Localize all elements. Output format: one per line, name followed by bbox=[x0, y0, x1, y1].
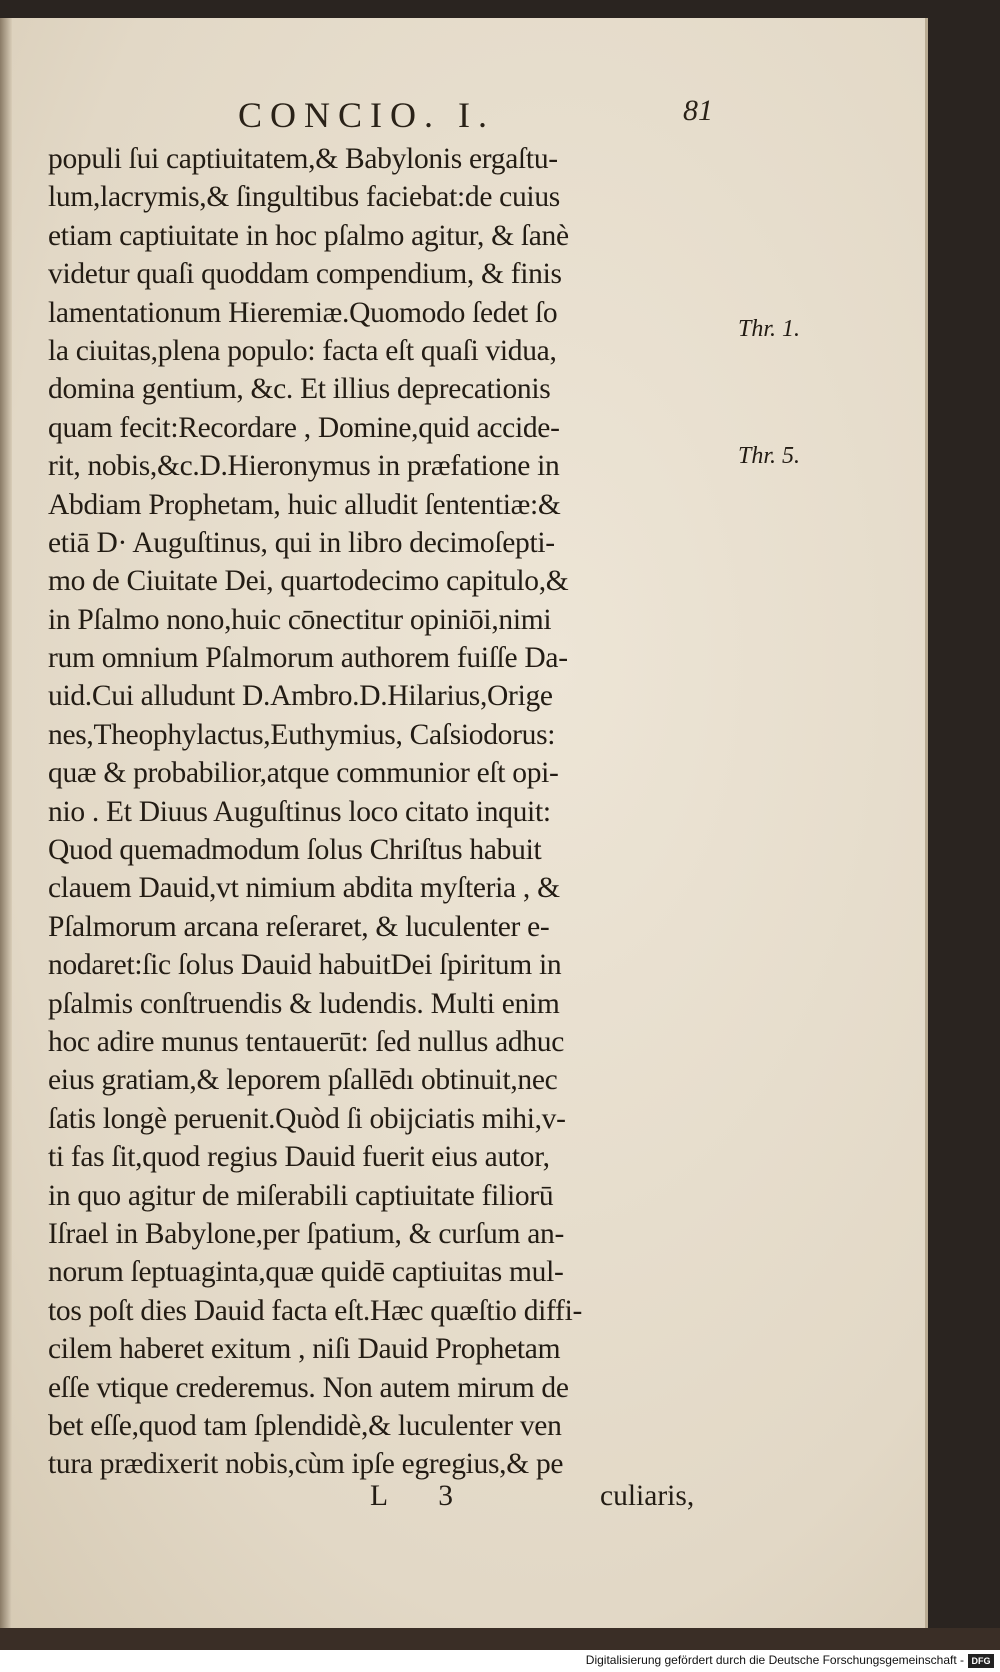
folio-number: 81 bbox=[683, 94, 713, 127]
text-line: eſſe vtique crederemus. Non autem mirum de bbox=[48, 1371, 569, 1404]
text-line: etiam captiuitate in hoc pſalmo agitur, & ſanè bbox=[48, 219, 569, 252]
text-line: pſalmis conſtruendis & ludendis. Multi enim bbox=[48, 987, 560, 1020]
text-line: Quod quemadmodum ſolus Chriſtus habuit bbox=[48, 834, 542, 867]
text-line: tura prædixerit nobis,cùm ipſe egregius,& pe bbox=[48, 1448, 564, 1481]
text-line: uid.Cui alludunt D.Ambro.D.Hilarius,Orige bbox=[48, 680, 553, 713]
funding-credit: Digitalisierung gefördert durch die Deutsche Forschungsgemeinschaft - bbox=[585, 1653, 964, 1667]
text-line: ti fas ſit,quod regius Dauid fuerit eius autor, bbox=[48, 1141, 550, 1174]
text-line: in Pſalmo nono,huic cōnectitur opiniōi,nimi bbox=[48, 603, 552, 636]
text-line: populi ſui captiuitatem,& Babylonis ergaſtu- bbox=[48, 143, 558, 175]
text-line: etiā D· Auguſtinus, qui in libro decimoſepti- bbox=[48, 526, 555, 559]
text-line: lum,lacrymis,& ſingultibus faciebat:de cuius bbox=[48, 181, 560, 214]
margin-note-thr5: Thr. 5. bbox=[738, 443, 801, 469]
dfg-logo: DFG bbox=[968, 1654, 994, 1668]
text-line: nes,Theophylactus,Euthymius, Caſsiodorus: bbox=[48, 718, 556, 751]
text-line: hoc adire munus tentauerūt: ſed nullus adhuc bbox=[48, 1025, 565, 1058]
credit-bar bbox=[0, 1650, 1000, 1672]
text-line: cilem haberet exitum , niſi Dauid Prophetam bbox=[48, 1333, 561, 1366]
text-line: rit, nobis,&c.D.Hieronymus in præfatione in bbox=[48, 450, 560, 483]
text-line: Iſrael in Babylone,per ſpatium, & curſum an- bbox=[48, 1217, 564, 1250]
text-line: quæ & probabilior,atque communior eſt opi- bbox=[48, 757, 559, 790]
text-line: tos poſt dies Dauid facta eſt.Hæc quæſtio diffi- bbox=[48, 1294, 582, 1327]
text-line: mo de Ciuitate Dei, quartodecimo capitulo,& bbox=[48, 565, 569, 598]
text-line: Pſalmorum arcana reſeraret, & luculenter e- bbox=[48, 910, 550, 943]
catchword: culiaris, bbox=[600, 1480, 695, 1512]
text-line: nodaret:ſic ſolus Dauid habuitDei ſpiritum in bbox=[48, 949, 562, 982]
text-line: norum ſeptuaginta,quæ quidē captiuitas mul- bbox=[48, 1256, 564, 1289]
page-footer bbox=[0, 1480, 925, 1520]
text-line: la ciuitas,plena populo: facta eſt quaſi vidua, bbox=[48, 334, 557, 367]
running-head bbox=[0, 88, 925, 148]
text-line: Abdiam Prophetam, huic alludit ſententiæ:& bbox=[48, 488, 561, 521]
text-line: ſatis longè peruenit.Quòd ſi obijciatis mihi,v- bbox=[48, 1102, 566, 1135]
body-text bbox=[48, 140, 708, 1484]
text-line: lamentationum Hieremiæ.Quomodo ſedet ſo bbox=[48, 296, 558, 329]
running-title: CONCIO. I. bbox=[238, 95, 495, 135]
text-line: bet eſſe,quod tam ſplendidè,& luculenter ven bbox=[48, 1409, 562, 1442]
signature-mark: L 3 bbox=[370, 1480, 476, 1512]
text-line: quam fecit:Recordare , Domine,quid accide- bbox=[48, 411, 560, 444]
book-page bbox=[0, 18, 928, 1628]
margin-note-thr1: Thr. 1. bbox=[738, 316, 801, 342]
text-line: videtur quaſi quoddam compendium, & finis bbox=[48, 258, 562, 291]
scan-bottom-edge bbox=[0, 1628, 1000, 1650]
text-line: nio . Et Diuus Auguſtinus loco citato inquit: bbox=[48, 795, 551, 828]
page-gutter bbox=[0, 18, 12, 1628]
text-line: in quo agitur de miſerabili captiuitate filiorū bbox=[48, 1179, 554, 1212]
text-line: domina gentium, &c. Et illius deprecationis bbox=[48, 373, 551, 406]
text-line: rum omnium Pſalmorum authorem fuiſſe Da- bbox=[48, 642, 568, 675]
text-line: eius gratiam,& leporem pſallēdı obtinuit,nec bbox=[48, 1064, 558, 1097]
text-line: clauem Dauid,vt nimium abdita myſteria , & bbox=[48, 872, 560, 905]
